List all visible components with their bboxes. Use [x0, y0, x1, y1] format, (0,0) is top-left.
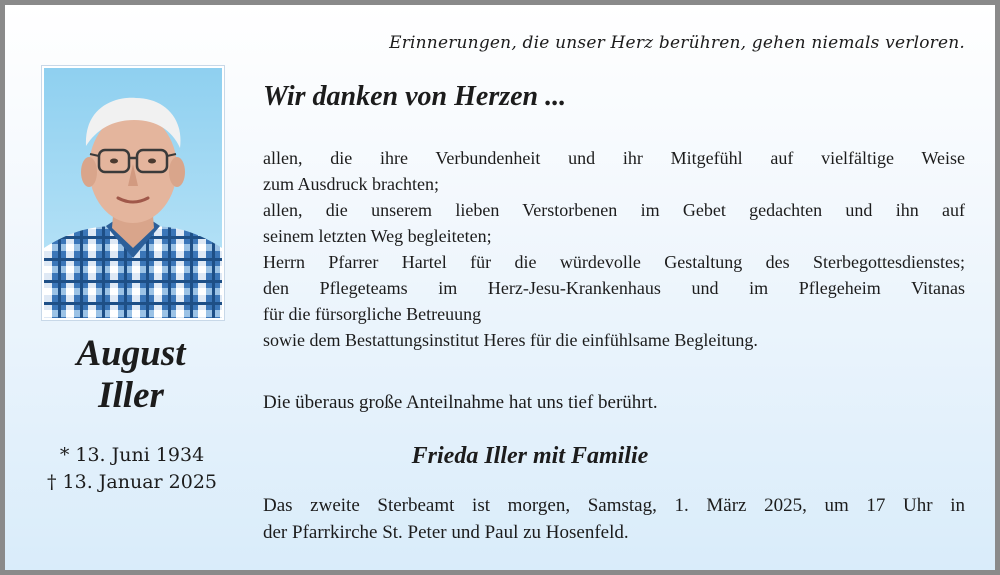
notice-line: der Pfarrkirche St. Peter und Paul zu Hosenfeld.: [263, 522, 629, 543]
death-date: † 13. Januar 2025: [46, 471, 218, 493]
thanks-text: [263, 145, 965, 353]
obituary-card: [5, 5, 995, 570]
notice-line: Das zweite Sterbeamt ist morgen, Samstag, 1. März 2025, um 17 Uhr in: [263, 495, 965, 516]
thanks-line: allen, die unserem lieben Verstorbenen im Gebet gedachten und ihn auf: [263, 200, 965, 220]
birth-date: * 13. Juni 1934: [59, 444, 205, 466]
thanks-line: sowie dem Bestattungsinstitut Heres für die einfühlsame Begleitung.: [263, 330, 758, 350]
life-dates: [27, 442, 237, 496]
mass-notice: [263, 492, 965, 546]
thanks-line: für die fürsorgliche Betreuung: [263, 304, 482, 324]
thanks-line: den Pflegeteams im Herz-Jesu-Krankenhaus und im Pflegeheim Vitanas: [263, 278, 965, 298]
portrait-photo: [42, 66, 224, 320]
heading: Wir danken von Herzen ...: [263, 81, 567, 112]
last-name: Iller: [98, 375, 164, 416]
thanks-line: allen, die ihre Verbundenheit und ihr Mitgefühl auf vielfältige Weise: [263, 148, 965, 168]
signature: Frieda Iller mit Familie: [411, 443, 649, 469]
thanks-line: seinem letzten Weg begleiteten;: [263, 226, 492, 246]
first-name: August: [76, 333, 186, 374]
motto-text: Erinnerungen, die unser Herz berühren, gehen niemals verloren.: [389, 33, 965, 53]
deceased-name: [42, 333, 220, 417]
thanks-line: Herrn Pfarrer Hartel für die würdevolle Gestaltung des Sterbegottesdienstes;: [263, 252, 965, 272]
closing-text: Die überaus große Anteilnahme hat uns tief berührt.: [263, 392, 658, 413]
thanks-line: zum Ausdruck brachten;: [263, 174, 439, 194]
